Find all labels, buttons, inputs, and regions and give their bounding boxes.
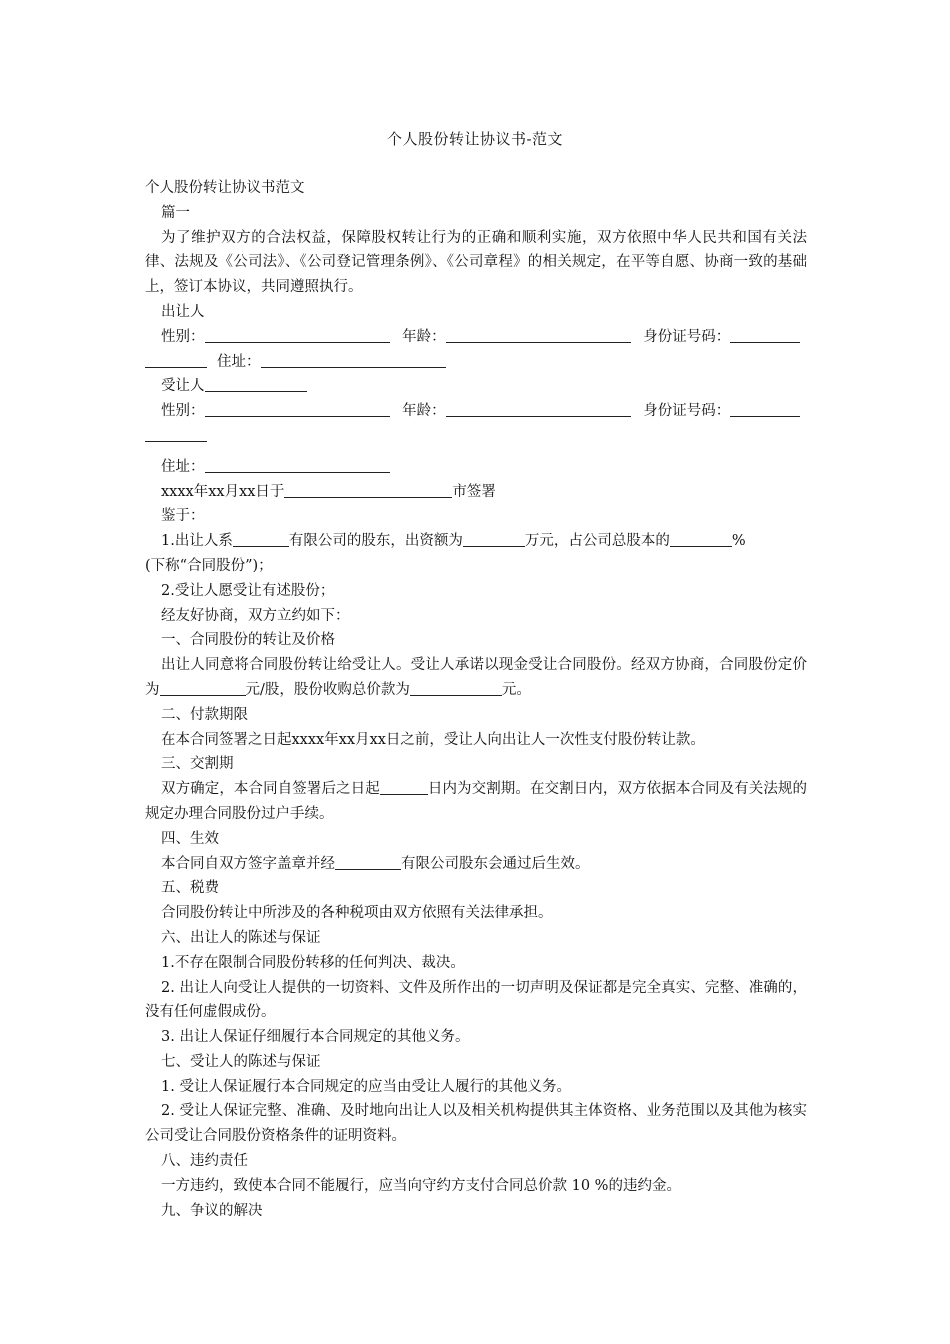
transferor-fields-row	[145, 325, 807, 350]
whereas-item1-part-a: 1.出让人系	[161, 533, 233, 550]
transferee-label: 受让人	[161, 378, 205, 395]
signing-place-suffix: 市签署	[452, 483, 496, 500]
transferor-id-blank[interactable]	[730, 327, 800, 343]
agreement-intro: 经友好协商，双方立约如下：	[161, 607, 350, 624]
transferor-gender-blank[interactable]	[205, 327, 390, 343]
document-body	[145, 176, 807, 1223]
total-price-blank[interactable]	[410, 680, 502, 696]
signing-date: xxxx年xx月xx日于	[161, 483, 285, 500]
section-1-heading: 一、合同股份的转让及价格	[161, 632, 335, 649]
transferor-label: 出让人	[161, 303, 205, 320]
transferee-id-blank[interactable]	[730, 401, 800, 417]
whereas-item1-part-b: 有限公司的股东，出资额为	[288, 533, 463, 550]
transferee-gender-blank[interactable]	[205, 401, 390, 417]
section-1-text-c: 元。	[501, 681, 531, 698]
section-8-heading: 八、违约责任	[161, 1153, 248, 1170]
section-6-item-3: 3. 出让人保证仔细履行本合同规定的其他义务。	[161, 1029, 470, 1046]
transferor-address-blank[interactable]	[261, 352, 446, 368]
section-1-text	[145, 653, 807, 703]
section-9-heading: 九、争议的解决	[161, 1202, 263, 1219]
signing-row	[145, 480, 807, 505]
transferee-label-row	[145, 374, 807, 399]
transferee-age-label: 年龄：	[402, 403, 446, 420]
section-4-text-b: 有限公司股东会通过后生效。	[401, 855, 590, 872]
delivery-days-blank[interactable]	[380, 779, 428, 795]
section-3-text-b: 日内为交割期。在交割日内，双方依据本合同及有关法规的规定办理合同股份过户手续。	[145, 781, 807, 822]
transferee-id-cont-row	[145, 424, 807, 449]
transferee-id-blank-cont[interactable]	[145, 426, 207, 442]
whereas-item1-part-c: 万元，占公司总股本的	[524, 533, 670, 550]
section-6-heading: 六、出让人的陈述与保证	[161, 929, 321, 946]
section-3-text-a: 双方确定，本合同自签署后之日起	[161, 781, 380, 798]
section-1-text-a: 出让人同意将合同股份转让给受让人。受让人承诺以现金受让合同股份。经双方协商，合同股份定价为	[145, 657, 807, 698]
price-per-share-blank[interactable]	[160, 680, 246, 696]
section-7-heading: 七、受让人的陈述与保证	[161, 1053, 321, 1070]
capital-blank[interactable]	[463, 531, 525, 547]
transferee-age-blank[interactable]	[446, 401, 631, 417]
transferee-id-label: 身份证号码：	[643, 403, 731, 420]
transferee-fields-row	[145, 399, 807, 424]
document-title: 个人股份转让协议书-范文	[386, 130, 564, 148]
section-5-heading: 五、税费	[161, 880, 219, 897]
transferor-id-label: 身份证号码：	[643, 328, 731, 345]
transferor-address-label: 住址：	[217, 353, 261, 370]
subtitle: 个人股份转让协议书范文	[145, 180, 305, 196]
transferor-address-row	[145, 350, 807, 375]
section-3-heading: 三、交割期	[161, 756, 234, 773]
signing-place-blank[interactable]	[284, 482, 452, 498]
share-percent-blank[interactable]	[670, 531, 732, 547]
section-7-item-1: 1. 受让人保证履行本合同规定的应当由受让人履行的其他义务。	[161, 1078, 571, 1095]
transferor-gender-label: 性别：	[161, 328, 205, 345]
approving-company-blank[interactable]	[335, 854, 401, 870]
section-4-text-a: 本合同自双方签字盖章并经	[161, 855, 335, 872]
transferor-id-blank-cont[interactable]	[145, 352, 207, 368]
section-1-text-b: 元/股，股份收购总价款为	[245, 681, 410, 698]
transferor-age-label: 年龄：	[402, 328, 446, 345]
whereas-item-2: 2.受让人愿受让有述股份；	[161, 582, 335, 599]
section-2-heading: 二、付款期限	[161, 706, 248, 723]
section-2-text: 在本合同签署之日起xxxx年xx月xx日之前，受让人向出让人一次性支付股份转让款。	[161, 731, 705, 748]
whereas-label: 鉴于：	[161, 508, 205, 525]
transferee-address-label: 住址：	[161, 458, 205, 475]
whereas-item1-cont: (下称“合同股份”)；	[145, 557, 273, 574]
part-label: 篇一	[161, 204, 190, 221]
company-name-blank[interactable]	[233, 531, 289, 547]
section-6-item-2: 2. 出让人向受让人提供的一切资料、文件及所作出的一切声明及保证都是完全真实、完整、准确的，没有任何虚假成份。	[145, 979, 807, 1021]
intro-paragraph: 为了维护双方的合法权益，保障股权转让行为的正确和顺利实施，双方依照中华人民共和国有关法律、法规及《公司法》、《公司登记管理条例》、《公司章程》的相关规定，在平等自愿、协商一致的基础上，签订本协议，共同遵照执行。	[145, 229, 807, 296]
transferor-age-blank[interactable]	[446, 327, 631, 343]
section-4-heading: 四、生效	[161, 830, 219, 847]
section-5-text: 合同股份转让中所涉及的各种税项由双方依照有关法律承担。	[161, 905, 553, 922]
transferee-name-blank[interactable]	[205, 376, 307, 392]
transferee-address-blank[interactable]	[205, 457, 390, 473]
section-6-item-1: 1.不存在限制合同股份转移的任何判决、裁决。	[161, 954, 465, 971]
section-3-text	[145, 777, 807, 827]
section-7-item-2: 2. 受让人保证完整、准确、及时地向出让人以及相关机构提供其主体资格、业务范围以及其他为核实公司受让合同股份资格条件的证明资料。	[145, 1103, 807, 1145]
percent-sign: %	[731, 533, 746, 550]
transferee-gender-label: 性别：	[161, 403, 205, 420]
transferee-address-row	[145, 455, 807, 480]
section-8-text: 一方违约，致使本合同不能履行，应当向守约方支付合同总价款 10 %的违约金。	[161, 1177, 681, 1194]
section-4-text	[145, 852, 807, 877]
whereas-item-1	[145, 529, 807, 554]
